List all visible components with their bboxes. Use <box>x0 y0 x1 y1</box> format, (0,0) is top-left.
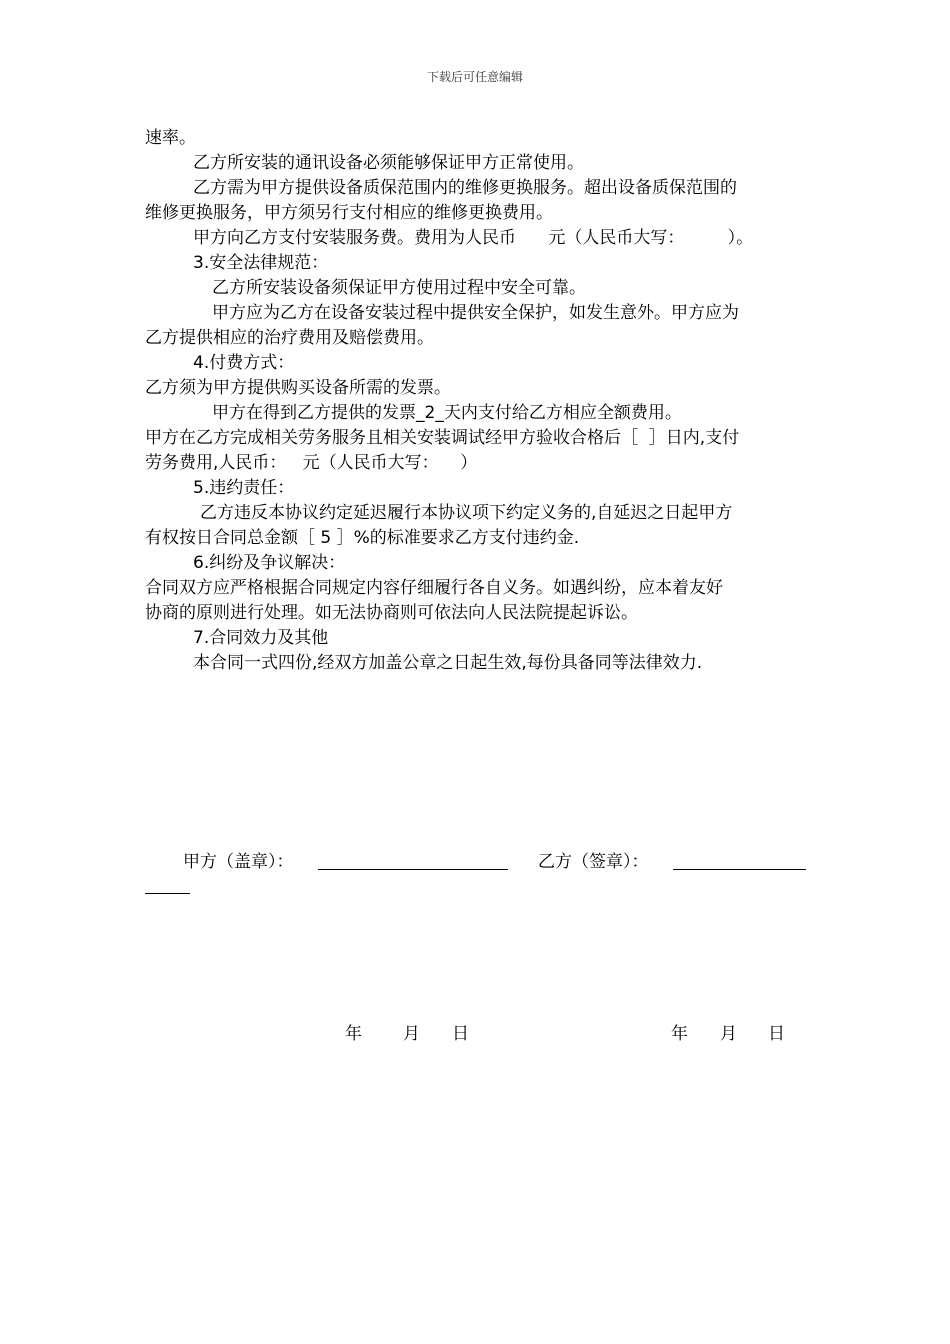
text-line: 甲方应为乙方在设备安装过程中提供安全保护，如发生意外。甲方应为 <box>212 303 739 323</box>
party-b-signature-label: 乙方（签章）： <box>538 852 649 872</box>
text-line: 乙方所安装的通讯设备必须能够保证甲方正常使用。 <box>193 153 584 173</box>
text-line: 乙方所安装设备须保证甲方使用过程中安全可靠。 <box>212 278 586 298</box>
party-b-date-month: 月 <box>720 1024 737 1044</box>
text-line: 维修更换服务，甲方须另行支付相应的维修更换费用。 <box>145 203 553 223</box>
party-b-signature-line <box>673 869 806 870</box>
section-heading: 7.合同效力及其他 <box>193 628 329 648</box>
text-line: 乙方违反本协议约定延迟履行本协议项下约定义务的,自延迟之日起甲方 <box>200 503 733 523</box>
text-line: 乙方提供相应的治疗费用及赔偿费用。 <box>145 328 434 348</box>
text-line: 协商的原则进行处理。如无法协商则可依法向人民法院提起诉讼。 <box>145 603 638 623</box>
party-b-signature-line-continued <box>145 893 190 894</box>
party-a-date-year: 年 <box>345 1024 362 1044</box>
text-line: 合同双方应严格根据合同规定内容仔细履行各自义务。如遇纠纷，应本着友好 <box>145 578 723 598</box>
party-b-date-year: 年 <box>671 1024 688 1044</box>
text-line: 本合同一式四份,经双方加盖公章之日起生效,每份具备同等法律效力. <box>193 653 703 673</box>
party-b-date-day: 日 <box>768 1024 785 1044</box>
text-line: 甲方在乙方完成相关劳务服务且相关安装调试经甲方验收合格后［ ］日内,支付 <box>145 428 740 448</box>
text-line: 乙方须为甲方提供购买设备所需的发票。 <box>145 378 451 398</box>
page-header: 下载后可任意编辑 <box>426 70 523 84</box>
text-line: 乙方需为甲方提供设备质保范围内的维修更换服务。超出设备质保范围的 <box>193 178 737 198</box>
text-line: 甲方向乙方支付安装服务费。费用为人民币 元（人民币大写： ）。 <box>193 228 754 248</box>
party-a-date-day: 日 <box>452 1024 469 1044</box>
party-a-signature-label: 甲方（盖章）： <box>183 852 294 872</box>
text-line: 速率。 <box>145 128 196 148</box>
section-heading: 5.违约责任： <box>193 478 295 498</box>
party-a-signature-line <box>318 869 508 870</box>
section-heading: 4.付费方式： <box>193 353 295 373</box>
text-line: 有权按日合同总金额［ 5 ］%的标准要求乙方支付违约金. <box>145 528 580 548</box>
text-line: 甲方在得到乙方提供的发票_2_天内支付给乙方相应全额费用。 <box>212 403 682 423</box>
section-heading: 3.安全法律规范： <box>193 253 329 273</box>
text-line: 劳务费用,人民币： 元（人民币大写： ） <box>145 453 478 473</box>
party-a-date-month: 月 <box>403 1024 420 1044</box>
section-heading: 6.纠纷及争议解决： <box>193 553 346 573</box>
